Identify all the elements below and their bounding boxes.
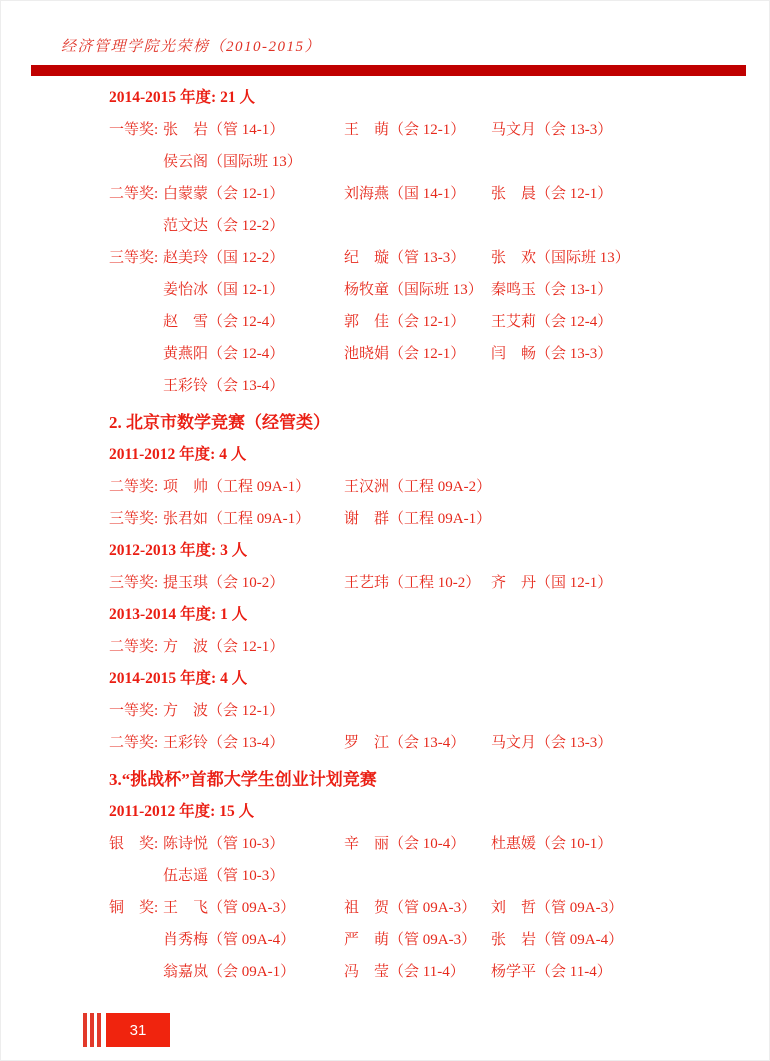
winner-entry: 姜怡冰（国 12-1）: [163, 282, 285, 298]
award-row: [109, 503, 749, 535]
page-footer: [83, 1013, 170, 1047]
award-rank-label: 二等奖:: [109, 479, 159, 495]
year-heading: 2014-2015 年度: 4 人: [109, 670, 248, 687]
winner-entry: 王彩铃（会 13-4）: [163, 378, 285, 394]
winner-entry: 王艺玮（工程 10-2）: [344, 575, 481, 591]
winner-entry: 王 萌（会 12-1）: [344, 122, 466, 138]
award-row: [109, 471, 749, 503]
award-row: [109, 727, 749, 759]
footer-stripe-decoration: [97, 1013, 101, 1047]
winner-entry: 张 岩（管 14-1）: [163, 122, 285, 138]
year-heading: 2014-2015 年度: 21 人: [109, 89, 255, 106]
winner-entry: 秦鸣玉（会 13-1）: [491, 282, 613, 298]
award-row-continuation: [109, 210, 749, 242]
award-row: [109, 567, 749, 599]
award-rank-label: 二等奖:: [109, 735, 159, 751]
award-row: [109, 631, 749, 663]
winner-entry: 严 萌（管 09A-3）: [344, 932, 477, 948]
award-rank-label: [109, 338, 163, 370]
winner-entry: 祖 贺（管 09A-3）: [344, 900, 477, 916]
award-row-continuation: [109, 924, 749, 956]
award-rank-label: [109, 210, 163, 242]
winner-entry: 马文月（会 13-3）: [491, 122, 613, 138]
winner-entry: 王汉洲（工程 09A-2）: [344, 479, 492, 495]
award-rank-label: 三等奖:: [109, 511, 159, 527]
award-rank-label: [109, 274, 163, 306]
winner-entry: 方 波（会 12-1）: [163, 639, 285, 655]
award-row: [109, 828, 749, 860]
winner-entry: 张 晨（会 12-1）: [491, 186, 613, 202]
award-rank-label: [109, 860, 163, 892]
award-row: [109, 892, 749, 924]
winner-entry: 冯 莹（会 11-4）: [344, 964, 465, 980]
award-rank-label: 银 奖:: [109, 836, 159, 852]
award-rank-label: 三等奖:: [109, 250, 159, 266]
year-heading: 2011-2012 年度: 15 人: [109, 803, 255, 820]
page-header-title: 经济管理学院光荣榜（2010-2015）: [61, 39, 321, 55]
winner-entry: 张 欢（国际班 13）: [491, 250, 630, 266]
award-row-continuation: [109, 860, 749, 892]
award-rank-label: 一等奖:: [109, 122, 159, 138]
award-rank-label: [109, 146, 163, 178]
award-rank-label: 二等奖:: [109, 639, 159, 655]
section-heading: 3.“挑战杯”首都大学生创业计划竞赛: [109, 770, 377, 789]
year-heading: 2013-2014 年度: 1 人: [109, 606, 248, 623]
winner-entry: 池晓娟（会 12-1）: [344, 346, 466, 362]
winner-entry: 杜惠媛（会 10-1）: [491, 836, 613, 852]
winner-entry: 辛 丽（会 10-4）: [344, 836, 466, 852]
award-rank-label: 二等奖:: [109, 186, 159, 202]
winner-entry: 纪 璇（管 13-3）: [344, 250, 466, 266]
award-rank-label: [109, 306, 163, 338]
winner-entry: 杨学平（会 11-4）: [491, 964, 612, 980]
award-row: [109, 178, 749, 210]
winner-entry: 闫 畅（会 13-3）: [491, 346, 613, 362]
award-row-continuation: [109, 274, 749, 306]
section-heading: 2. 北京市数学竞赛（经管类）: [109, 413, 330, 432]
winner-entry: 王艾莉（会 12-4）: [491, 314, 613, 330]
winner-entry: 谢 群（工程 09A-1）: [344, 511, 492, 527]
winner-entry: 杨牧童（国际班 13）: [344, 282, 483, 298]
winner-entry: 伍志遥（管 10-3）: [163, 868, 285, 884]
winner-entry: 肖秀梅（管 09A-4）: [163, 932, 296, 948]
award-row-continuation: [109, 146, 749, 178]
winner-entry: 郭 佳（会 12-1）: [344, 314, 466, 330]
award-row: [109, 242, 749, 274]
footer-stripe-decoration: [90, 1013, 94, 1047]
award-rank-label: [109, 924, 163, 956]
footer-stripe-decoration: [83, 1013, 87, 1047]
honor-roll-content: [109, 82, 749, 988]
winner-entry: 赵 雪（会 12-4）: [163, 314, 285, 330]
winner-entry: 方 波（会 12-1）: [163, 703, 285, 719]
award-rank-label: 一等奖:: [109, 703, 159, 719]
award-rank-label: 铜 奖:: [109, 900, 159, 916]
award-row-continuation: [109, 338, 749, 370]
winner-entry: 赵美玲（国 12-2）: [163, 250, 285, 266]
header-rule: [31, 65, 746, 76]
winner-entry: 罗 江（会 13-4）: [344, 735, 466, 751]
winner-entry: 刘 哲（管 09A-3）: [491, 900, 624, 916]
winner-entry: 提玉琪（会 10-2）: [163, 575, 285, 591]
winner-entry: 刘海燕（国 14-1）: [344, 186, 466, 202]
award-row-continuation: [109, 306, 749, 338]
award-rank-label: 三等奖:: [109, 575, 159, 591]
winner-entry: 王彩铃（会 13-4）: [163, 735, 285, 751]
award-row: [109, 695, 749, 727]
winner-entry: 张君如（工程 09A-1）: [163, 511, 311, 527]
winner-entry: 范文达（会 12-2）: [163, 218, 285, 234]
award-row-continuation: [109, 370, 749, 402]
page-number-badge: 31: [106, 1013, 170, 1047]
winner-entry: 项 帅（工程 09A-1）: [163, 479, 311, 495]
year-heading: 2012-2013 年度: 3 人: [109, 542, 248, 559]
year-heading: 2011-2012 年度: 4 人: [109, 446, 247, 463]
winner-entry: 白蒙蒙（会 12-1）: [163, 186, 285, 202]
winner-entry: 马文月（会 13-3）: [491, 735, 613, 751]
winner-entry: 侯云阁（国际班 13）: [163, 154, 302, 170]
award-rank-label: [109, 956, 163, 988]
award-row-continuation: [109, 956, 749, 988]
award-row: [109, 114, 749, 146]
winner-entry: 齐 丹（国 12-1）: [491, 575, 613, 591]
winner-entry: 王 飞（管 09A-3）: [163, 900, 296, 916]
winner-entry: 陈诗悦（管 10-3）: [163, 836, 285, 852]
winner-entry: 翁嘉岚（会 09A-1）: [163, 964, 296, 980]
winner-entry: 张 岩（管 09A-4）: [491, 932, 624, 948]
award-rank-label: [109, 370, 163, 402]
winner-entry: 黄燕阳（会 12-4）: [163, 346, 285, 362]
